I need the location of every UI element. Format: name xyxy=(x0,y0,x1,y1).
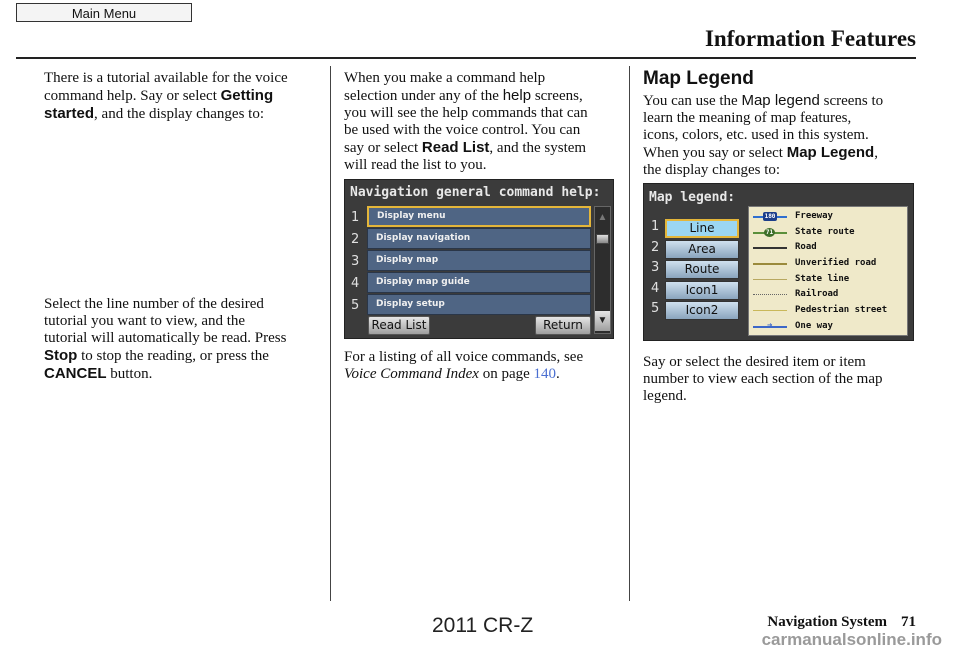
read-list-button[interactable]: Read List xyxy=(368,316,430,335)
item-number: 4 xyxy=(351,276,360,291)
legend-line-button[interactable]: Line xyxy=(665,219,739,238)
road-line-swatch xyxy=(753,247,787,249)
item-number: 3 xyxy=(351,254,360,269)
help-number-column xyxy=(351,207,365,317)
map-legend-heading: Map Legend xyxy=(643,68,754,89)
legend-entry-road: Road xyxy=(749,240,907,256)
item-number: 4 xyxy=(651,280,660,296)
column-divider xyxy=(629,66,630,601)
railroad-line-swatch xyxy=(753,294,787,295)
item-number: 5 xyxy=(651,301,660,316)
main-menu-button[interactable]: Main Menu xyxy=(16,3,192,22)
item-number: 3 xyxy=(651,260,660,275)
legend-entry-freeway: 180 Freeway xyxy=(749,209,907,225)
tutorial-select-paragraph: Select the line number of the desired tutorial you want to view, and the tutorial will automatically be read. Press Stop to stop the reading, or press the CANCEL button. xyxy=(44,296,287,382)
page-number: 71 xyxy=(901,614,916,630)
state-line-swatch xyxy=(753,279,787,280)
pedestrian-street-line-swatch xyxy=(753,310,787,311)
footer-section xyxy=(767,614,916,631)
help-screen-title: Navigation general command help: xyxy=(350,185,601,200)
map-legend-paragraph: You can use the Map legend screens to learn the meaning of map features, icons, colors, etc. used in this system. When you say or select Map Legend, the display changes to: xyxy=(643,92,884,178)
legend-route-button[interactable]: Route xyxy=(665,260,739,279)
page-link[interactable]: 140 xyxy=(533,366,557,382)
help-commands-paragraph: When you make a command help selection under any of the help screens, you will see the help commands that can be used with the voice control. You can say or select Read List, and the system will read the list to you. xyxy=(344,70,588,173)
help-screen xyxy=(344,179,614,339)
legend-icon2-button[interactable]: Icon2 xyxy=(665,301,739,320)
watermark: carmanualsonline.info xyxy=(761,630,942,649)
return-button[interactable]: Return xyxy=(535,316,591,335)
legend-select-paragraph: Say or select the desired item or item number to view each section of the map legend. xyxy=(643,354,883,404)
legend-entry-state-line: State line xyxy=(749,272,907,288)
header-rule xyxy=(16,57,916,59)
page-title: Information Features xyxy=(704,26,916,51)
scroll-thumb[interactable] xyxy=(596,234,609,244)
model-label: 2011 CR-Z xyxy=(432,614,534,637)
item-number: 2 xyxy=(351,232,360,247)
legend-entry-railroad: Railroad xyxy=(749,287,907,303)
tutorial-intro-paragraph: There is a tutorial available for the voice command help. Say or select Getting started, and the display changes to: xyxy=(44,70,288,122)
help-item-display-setup[interactable]: Display setup xyxy=(367,294,591,315)
voice-index-paragraph: For a listing of all voice commands, see Voice Command Index on page 140. xyxy=(344,349,584,382)
legend-panel xyxy=(748,206,908,336)
item-number: 5 xyxy=(351,298,360,313)
scroll-up-icon[interactable]: ▲ xyxy=(597,212,608,223)
help-item-display-navigation[interactable]: Display navigation xyxy=(367,228,591,249)
help-item-display-map[interactable]: Display map xyxy=(367,250,591,271)
section-name: Navigation System xyxy=(767,614,887,630)
unverified-road-line-swatch xyxy=(753,263,787,265)
legend-icon1-button[interactable]: Icon1 xyxy=(665,281,739,300)
legend-area-button[interactable]: Area xyxy=(665,240,739,259)
legend-entry-unverified-road: Unverified road xyxy=(749,256,907,272)
legend-number-column xyxy=(651,219,663,322)
help-item-display-menu[interactable]: Display menu xyxy=(367,206,591,227)
one-way-arrow-icon: ➜ xyxy=(767,320,773,331)
state-route-shield-icon: 71 xyxy=(765,228,774,236)
legend-screen-title: Map legend: xyxy=(649,190,736,205)
item-number: 1 xyxy=(651,219,660,234)
help-scrollbar[interactable] xyxy=(594,206,611,334)
column-divider xyxy=(330,66,331,601)
freeway-shield-icon: 180 xyxy=(764,213,776,220)
item-number: 1 xyxy=(351,210,360,225)
scroll-down-icon[interactable]: ▼ xyxy=(595,311,610,331)
legend-entry-pedestrian-street: Pedestrian street xyxy=(749,303,907,319)
legend-entry-state-route: 71 State route xyxy=(749,225,907,241)
map-legend-screen xyxy=(643,183,914,341)
legend-entry-one-way: ➜ One way xyxy=(749,319,907,335)
item-number: 2 xyxy=(651,239,660,255)
help-item-display-map-guide[interactable]: Display map guide xyxy=(367,272,591,293)
